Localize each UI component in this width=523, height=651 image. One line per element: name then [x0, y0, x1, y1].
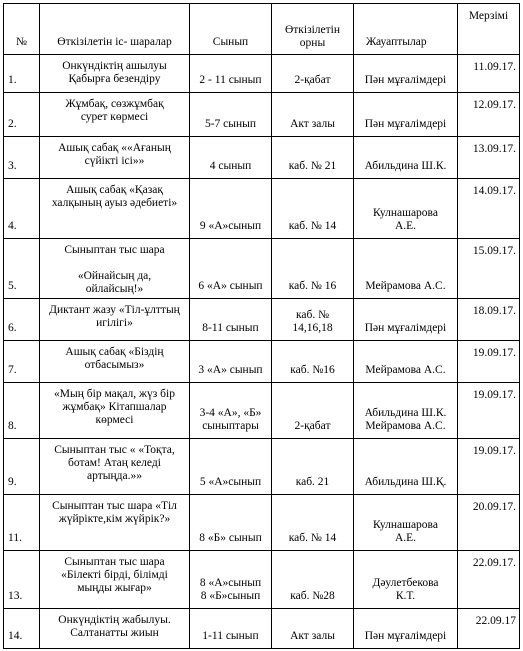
- row-activity: «Мың бір мақал, жүз бір жұмбақ» Кітапшалар көрмесі: [40, 383, 190, 439]
- row-activity: Ашық сабақ «Біздің отбасымыз»: [40, 341, 190, 383]
- table-row: [4, 341, 520, 383]
- table-row: [4, 93, 520, 137]
- row-date: 12.09.17.: [458, 93, 520, 137]
- row-number: 1.: [4, 55, 40, 93]
- row-activity: Жұмбақ, сөзжұмбақ сурет көрмесі: [40, 93, 190, 137]
- row-number: 13.: [4, 551, 40, 609]
- row-responsible: Пән мұғалімдері: [354, 609, 458, 649]
- row-number: 2.: [4, 93, 40, 137]
- row-responsible: Пән мұғалімдері: [354, 93, 458, 137]
- table-row: [4, 239, 520, 299]
- table-row: [4, 609, 520, 649]
- row-date: 22.09.17: [458, 609, 520, 649]
- row-number: 11.: [4, 495, 40, 551]
- row-activity: Сыныптан тыс шара «Білекті бірді, білімді мыңды жығар»: [40, 551, 190, 609]
- row-date: 13.09.17.: [458, 137, 520, 179]
- row-date: 20.09.17.: [458, 495, 520, 551]
- table-row: [4, 299, 520, 341]
- table-row: [4, 439, 520, 495]
- row-date: 15.09.17.: [458, 239, 520, 299]
- row-place: Акт залы: [272, 609, 354, 649]
- row-responsible: Пән мұғалімдері: [354, 55, 458, 93]
- row-activity: Ашық сабақ «Қазақ халқының ауыз әдебиеті»: [40, 179, 190, 239]
- row-number: 5.: [4, 239, 40, 299]
- row-class: 4 сынып: [190, 137, 272, 179]
- row-place: каб. №28: [272, 551, 354, 609]
- row-place: Акт залы: [272, 93, 354, 137]
- table-row: [4, 383, 520, 439]
- row-responsible: Абильдина Ш.К.: [354, 137, 458, 179]
- row-class: 8-11 сынып: [190, 299, 272, 341]
- table-row: [4, 551, 520, 609]
- row-responsible: Абильдина Ш.Қ.: [354, 439, 458, 495]
- row-number: 4.: [4, 179, 40, 239]
- table-row: [4, 495, 520, 551]
- row-number: 7.: [4, 341, 40, 383]
- row-place: каб. № 16: [272, 239, 354, 299]
- events-table: [3, 3, 520, 649]
- row-responsible: Кулнашарова А.Е.: [354, 179, 458, 239]
- table-header-row: [4, 4, 520, 55]
- header-number: №: [4, 4, 40, 55]
- row-date: 19.09.17.: [458, 341, 520, 383]
- row-date: 11.09.17.: [458, 55, 520, 93]
- row-date: 14.09.17.: [458, 179, 520, 239]
- row-number: 14.: [4, 609, 40, 649]
- row-place: каб. № 14: [272, 179, 354, 239]
- row-class: 1-11 сынып: [190, 609, 272, 649]
- row-place: каб. № 14,16,18: [272, 299, 354, 341]
- row-date: 19.09.17.: [458, 383, 520, 439]
- row-responsible: Мейрамова А.С.: [354, 239, 458, 299]
- row-activity: Сыныптан тыс шара «Ойнайсың да, ойлайсың!»: [40, 239, 190, 299]
- row-place: каб. № 21: [272, 137, 354, 179]
- row-place: 2-қабат: [272, 383, 354, 439]
- row-class: 3-4 «А», «Б» сыныптары: [190, 383, 272, 439]
- row-responsible: Пән мұғалімдері: [354, 299, 458, 341]
- row-place: 2-қабат: [272, 55, 354, 93]
- row-responsible: Абильдина Ш.К. Мейрамова А.С.: [354, 383, 458, 439]
- row-activity: Онкүндіктің ашылуы Қабырға безендіру: [40, 55, 190, 93]
- table-row: [4, 179, 520, 239]
- row-responsible: Кулнашарова А.Е.: [354, 495, 458, 551]
- table-row: [4, 137, 520, 179]
- row-responsible: Дәулетбекова К.Т.: [354, 551, 458, 609]
- row-class: 8 «Б» сынып: [190, 495, 272, 551]
- row-class: 2 - 11 сынып: [190, 55, 272, 93]
- table-row: [4, 55, 520, 93]
- row-class: 5 «А»сынып: [190, 439, 272, 495]
- row-activity: Онкүндіктің жабылуы. Салтанатты жиын: [40, 609, 190, 649]
- row-place: каб. 21: [272, 439, 354, 495]
- row-date: 18.09.17.: [458, 299, 520, 341]
- header-place: Өткізілетін орны: [272, 4, 354, 55]
- row-class: 6 «А» сынып: [190, 239, 272, 299]
- row-place: каб. № 14: [272, 495, 354, 551]
- header-date: Мерзімі: [458, 4, 520, 55]
- row-date: 22.09.17.: [458, 551, 520, 609]
- header-responsible: Жауаптылар: [354, 4, 458, 55]
- row-class: 9 «А»сынып: [190, 179, 272, 239]
- row-class: 3 «А» сынып: [190, 341, 272, 383]
- row-number: 8.: [4, 383, 40, 439]
- row-activity: Диктант жазу «Тіл-ұлттың игілігі»: [40, 299, 190, 341]
- row-place: каб. №16: [272, 341, 354, 383]
- row-activity: Сыныптан тыс шара «Тіл жүйрікте,кім жүйрік?»: [40, 495, 190, 551]
- row-responsible: Мейрамова А.С.: [354, 341, 458, 383]
- row-number: 3.: [4, 137, 40, 179]
- row-class: 5-7 сынып: [190, 93, 272, 137]
- row-date: 19.09.17.: [458, 439, 520, 495]
- row-activity: Ашық сабақ ««Ағаның сүйікті ісі»»: [40, 137, 190, 179]
- header-activity: Өткізілетін іс- шаралар: [40, 4, 190, 55]
- row-number: 6.: [4, 299, 40, 341]
- header-class: Сынып: [190, 4, 272, 55]
- row-activity: Сыныптан тыс « «Тоқта, ботам! Атаң келеді артыңда.»»: [40, 439, 190, 495]
- row-class: 8 «А»сынып 8 «Б»сынып: [190, 551, 272, 609]
- row-number: 9.: [4, 439, 40, 495]
